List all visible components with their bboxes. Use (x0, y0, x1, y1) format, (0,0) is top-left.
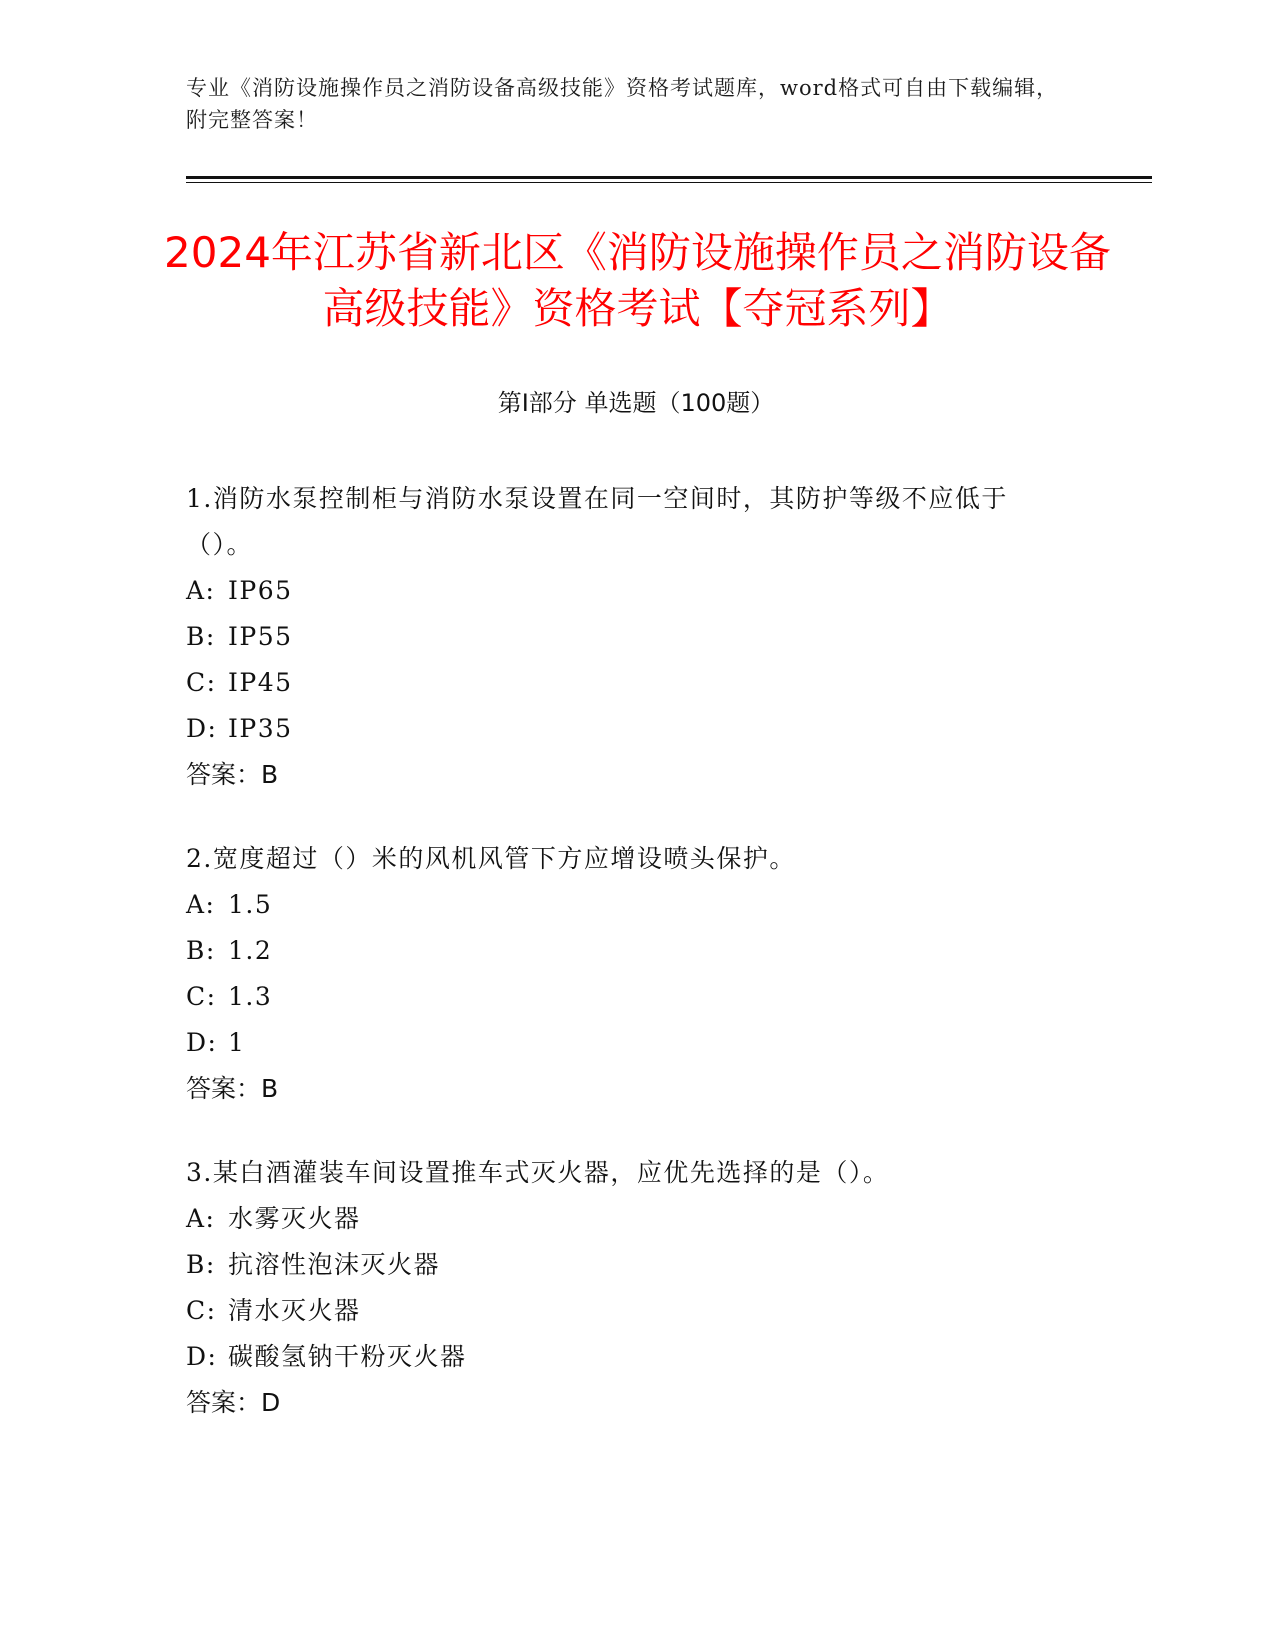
header-rule-thin (186, 182, 1152, 183)
option-d (186, 1334, 1066, 1380)
question-list (186, 476, 1066, 1464)
section-heading: 第I部分 单选题（100题） (497, 389, 775, 417)
option-b (186, 614, 1066, 660)
option-letter: D: (186, 714, 218, 743)
option-letter: A: (186, 890, 216, 919)
option-letter: D: (186, 1342, 218, 1371)
option-text: 水雾灭火器 (228, 1204, 361, 1233)
header-rule-thick (186, 176, 1152, 179)
option-letter: C: (186, 668, 217, 697)
option-letter: C: (186, 1296, 217, 1325)
option-a (186, 1196, 1066, 1242)
option-d (186, 706, 1066, 752)
question-2 (186, 836, 1066, 1112)
option-letter: B: (186, 622, 216, 651)
option-text: 1 (228, 1028, 246, 1057)
option-a (186, 882, 1066, 928)
option-text: IP45 (228, 668, 293, 697)
option-letter: A: (186, 1204, 216, 1233)
question-stem: 1.消防水泵控制柜与消防水泵设置在同一空间时，其防护等级不应低于（）。 (186, 484, 1008, 559)
option-letter: C: (186, 982, 217, 1011)
answer-line: 答案：B (186, 760, 279, 789)
option-letter: D: (186, 1028, 218, 1057)
option-letter: B: (186, 936, 216, 965)
option-text: 抗溶性泡沫灭火器 (228, 1250, 441, 1279)
option-text: 1.3 (228, 982, 273, 1011)
option-c (186, 1288, 1066, 1334)
option-text: 1.5 (228, 890, 273, 919)
question-1 (186, 476, 1066, 798)
answer-line: 答案：B (186, 1074, 279, 1103)
header-note: 专业《消防设施操作员之消防设备高级技能》资格考试题库，word格式可自由下载编辑，附完整答案！ (186, 76, 1059, 132)
answer-line: 答案：D (186, 1388, 281, 1417)
option-text: 碳酸氢钠干粉灭火器 (228, 1342, 467, 1371)
option-c (186, 660, 1066, 706)
option-d (186, 1020, 1066, 1066)
option-text: IP65 (228, 576, 293, 605)
option-letter: A: (186, 576, 216, 605)
option-text: 1.2 (228, 936, 273, 965)
option-a (186, 568, 1066, 614)
option-c (186, 974, 1066, 1020)
option-text: 清水灭火器 (228, 1296, 361, 1325)
document-title: 2024年江苏省新北区《消防设施操作员之消防设备高级技能》资格考试【夺冠系列】 (164, 228, 1111, 333)
option-text: IP55 (228, 622, 293, 651)
option-text: IP35 (228, 714, 293, 743)
option-b (186, 928, 1066, 974)
option-letter: B: (186, 1250, 216, 1279)
option-b (186, 1242, 1066, 1288)
question-stem: 2.宽度超过（）米的风机风管下方应增设喷头保护。 (186, 844, 796, 873)
question-stem: 3.某白酒灌装车间设置推车式灭火器，应优先选择的是（）。 (186, 1158, 890, 1187)
question-3 (186, 1150, 1066, 1426)
